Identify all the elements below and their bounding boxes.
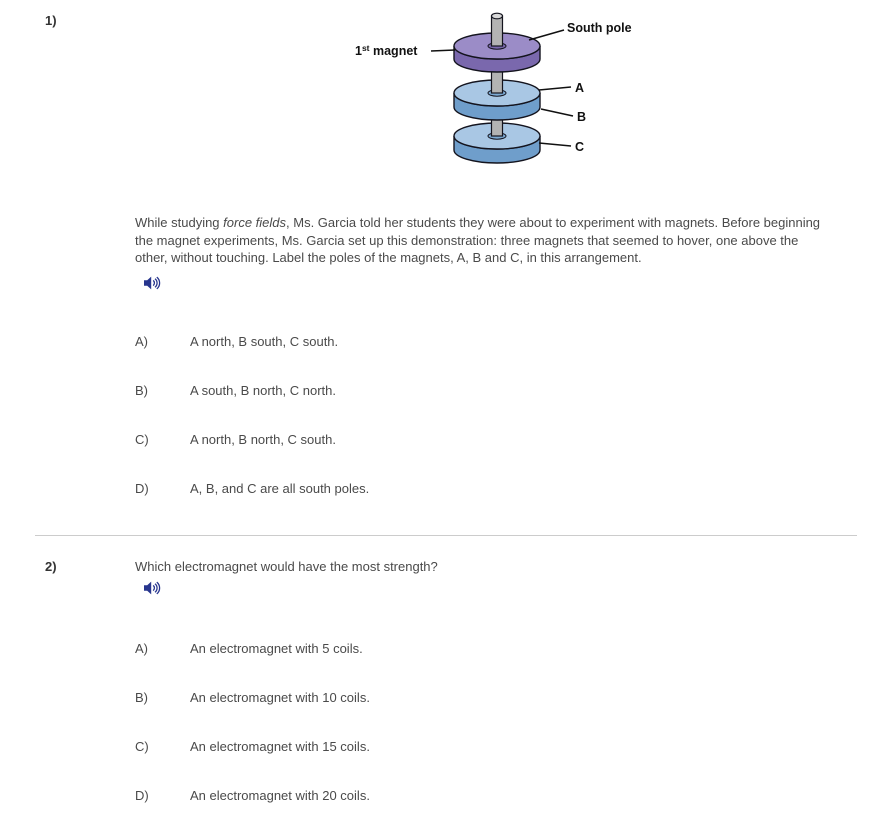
option-letter: D) (135, 480, 149, 496)
question-1-text-italic: force fields (223, 215, 287, 230)
option-row-q1-b[interactable] (135, 382, 857, 399)
option-letter: B) (135, 382, 148, 398)
question-divider (35, 535, 857, 536)
audio-play-button-q1[interactable] (144, 276, 162, 290)
option-text: A north, B south, C south. (190, 333, 339, 349)
question-1-number: 1) (45, 13, 57, 28)
option-row-q1-d[interactable] (135, 480, 857, 497)
option-letter: A) (135, 333, 148, 349)
option-letter: D) (135, 787, 149, 803)
pointer-a (539, 87, 571, 90)
label-first-magnet: 1st magnet (355, 43, 418, 58)
question-2-number: 2) (45, 558, 57, 574)
speaker-icon (144, 581, 161, 595)
question-2 (45, 558, 857, 804)
option-row-q2-c[interactable] (135, 738, 857, 755)
option-text: A, B, and C are all south poles. (190, 480, 370, 496)
option-text: An electromagnet with 20 coils. (190, 787, 370, 803)
question-1-text (135, 214, 825, 267)
option-row-q2-d[interactable] (135, 787, 857, 804)
question-1-options (135, 333, 857, 497)
label-south-pole: South pole (567, 21, 632, 35)
pointer-first-magnet (431, 50, 455, 51)
option-text: A south, B north, C north. (190, 382, 336, 398)
option-row-q1-a[interactable] (135, 333, 857, 350)
question-1 (45, 12, 857, 497)
option-letter: C) (135, 738, 149, 754)
option-letter: A) (135, 640, 148, 656)
option-row-q2-a[interactable] (135, 640, 857, 657)
option-row-q2-b[interactable] (135, 689, 857, 706)
pointer-south-pole (529, 30, 564, 40)
question-1-text-part1: While studying (135, 215, 224, 230)
magnet-figure-svg (345, 6, 675, 178)
option-letter: B) (135, 689, 148, 705)
magnet-figure (345, 6, 675, 178)
option-text: A north, B north, C south. (190, 431, 336, 447)
question-2-body (135, 558, 857, 804)
option-text: An electromagnet with 5 coils. (190, 640, 363, 656)
option-letter: C) (135, 431, 149, 447)
pointer-b (541, 109, 573, 116)
label-a: A (575, 81, 585, 95)
option-text: An electromagnet with 15 coils. (190, 738, 370, 754)
option-row-q1-c[interactable] (135, 431, 857, 448)
label-c: C (575, 140, 585, 154)
question-1-text-part2: , Ms. Garcia told her students they were about to experiment with magnets. Before beginning the magnet experiments, Ms. Garcia set up this demonstration: three magnets that seemed to hover, one above the other, without touching. Label the poles of the magnets, A, B and C, in this arrangement. (135, 215, 821, 265)
question-2-options (135, 640, 857, 804)
speaker-icon (144, 276, 161, 290)
label-b: B (577, 110, 587, 124)
rod-cap (492, 13, 503, 19)
question-2-text: Which electromagnet would have the most strength? (135, 558, 438, 574)
rod-segment-upper (492, 16, 503, 46)
audio-play-button-q2[interactable] (144, 581, 162, 595)
option-text: An electromagnet with 10 coils. (190, 689, 370, 705)
pointer-c (539, 143, 571, 146)
question-1-body (135, 12, 857, 497)
